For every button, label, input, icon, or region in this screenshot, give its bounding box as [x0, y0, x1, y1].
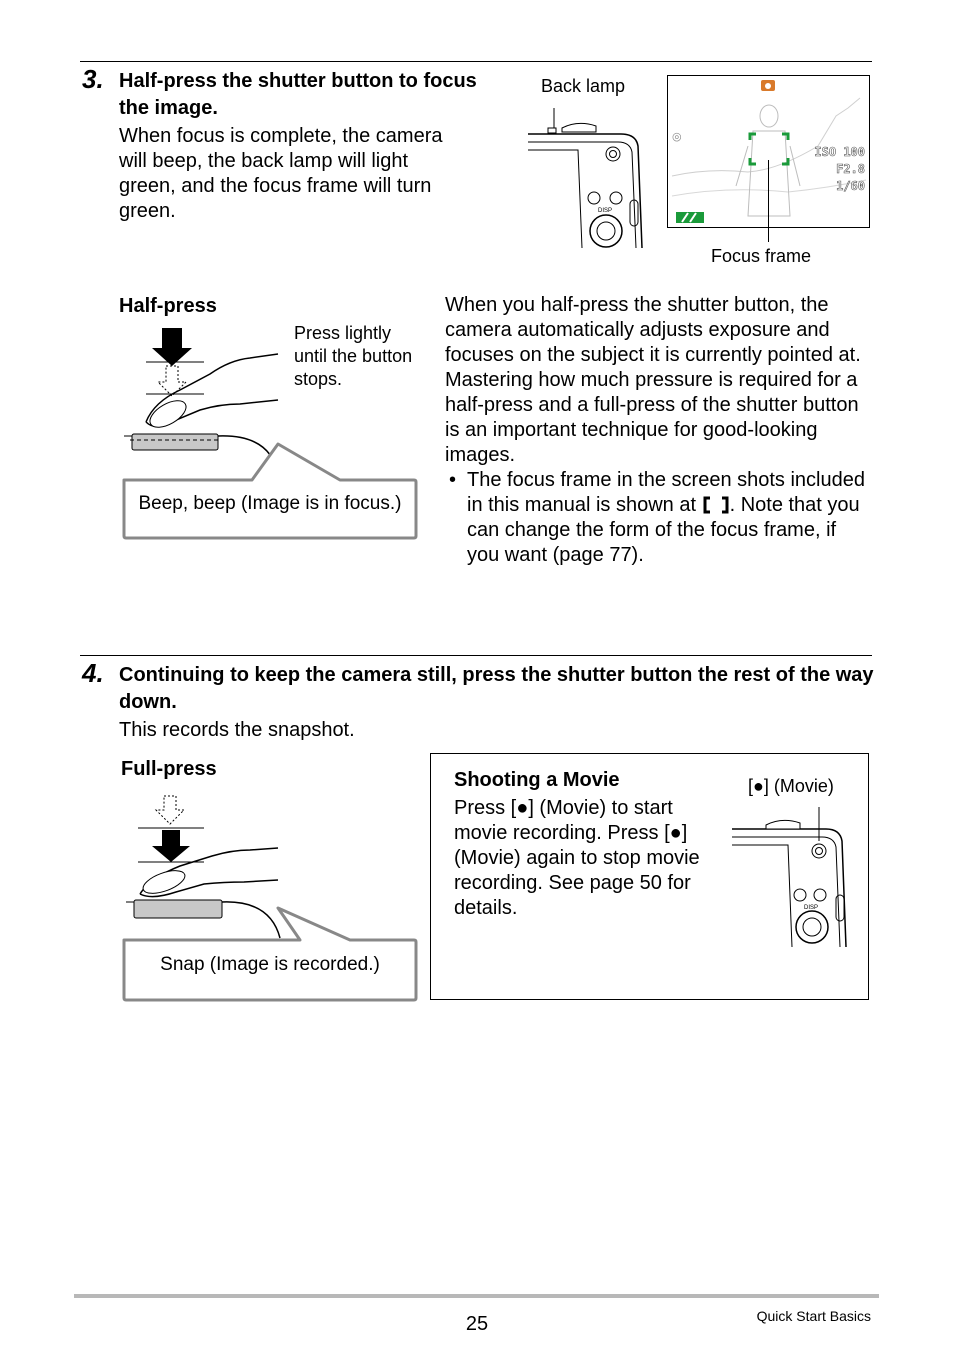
bullet-text-a: The focus frame in the screen shots included in this manual is shown at — [467, 469, 865, 516]
section-title: Quick Start Basics — [756, 1308, 871, 1324]
step-3-heading: Half-press the shutter button to focus the image. — [119, 70, 477, 119]
half-press-explanation: When you half-press the shutter button, the camera automatically adjusts exposure and focuses on the subject it is currently pointed at. Mastering how much pressure is required for a half-press and a full-press of the shutter button is an important technique for good-looking images. — [445, 294, 861, 466]
half-press-title: Half-press — [119, 295, 217, 317]
full-press-title: Full-press — [121, 758, 217, 780]
middle-rule — [80, 655, 872, 656]
movie-box-body: Press [●] (Movie) to start movie recording. Press [●] (Movie) again to stop movie recording. See page 50 for details. — [454, 797, 700, 919]
step-4-number: 4. — [82, 658, 104, 688]
focus-frame-symbol-icon — [702, 496, 730, 514]
camera-back-movie-illustration — [730, 815, 860, 945]
press-lightly-note: Press lightly until the button stops. — [294, 323, 413, 389]
focus-frame-bullet — [467, 468, 865, 568]
full-press-bubble: Snap (Image is recorded.) — [160, 954, 380, 975]
bullet-text-b: . Note that you can change the form of the focus frame, if you want (page 77). — [467, 494, 860, 566]
top-rule — [80, 61, 872, 62]
bullet-marker: • — [449, 469, 457, 491]
footer-rule — [74, 1294, 879, 1298]
movie-box-title: Shooting a Movie — [454, 769, 620, 791]
focus-frame-leader — [768, 160, 769, 242]
step-3-number: 3. — [82, 64, 104, 94]
screen-iso: ISO 100 — [814, 145, 865, 159]
back-lamp-label: Back lamp — [541, 76, 626, 96]
step-4-body: This records the snapshot. — [119, 719, 355, 741]
svg-text:◎: ◎ — [672, 130, 682, 143]
camera-back-illustration — [526, 104, 666, 244]
screen-shutter: 1/60 — [836, 179, 865, 193]
half-press-illustration — [120, 320, 420, 570]
step-4-heading: Continuing to keep the camera still, press the shutter button the rest of the way down. — [119, 664, 874, 713]
screen-aperture: F2.8 — [836, 162, 865, 176]
svg-text:DISP: DISP — [804, 905, 819, 911]
half-press-bubble: Beep, beep (Image is in focus.) — [138, 493, 402, 514]
svg-text:DISP: DISP — [598, 208, 613, 214]
focus-frame-label: Focus frame — [711, 246, 812, 266]
movie-button-label: [●] (Movie) — [748, 776, 834, 796]
step-3-body: When focus is complete, the camera will beep, the back lamp will light green, and the focus frame will turn green. — [119, 125, 443, 222]
page-number: 25 — [465, 1313, 489, 1335]
